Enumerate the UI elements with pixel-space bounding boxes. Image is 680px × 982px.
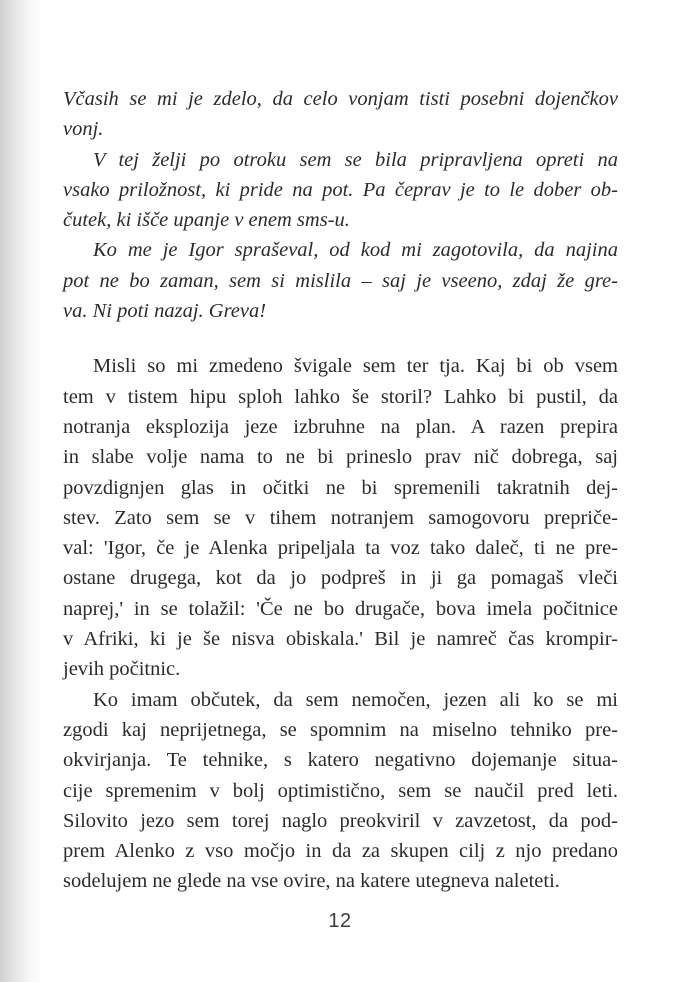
- text-line: va. Ni poti nazaj. Greva!: [63, 300, 267, 323]
- body-paragraphs: [63, 351, 618, 896]
- text-line: prem Alenko z vso močjo in da za skupen cilj z njo predano: [63, 840, 618, 863]
- text-line: čutek, ki išče upanje v enem sms-u.: [63, 209, 350, 232]
- page-gutter-shadow: [0, 0, 42, 982]
- text-line: sodelujem ne glede na vse ovire, na katere utegneva naleteti.: [63, 870, 560, 893]
- text-line: cije spremenim v bolj optimistično, sem se naučil pred leti.: [63, 779, 618, 802]
- text-line: ostane drugega, kot da jo podpreš in ji ga pomagaš vleči: [63, 567, 618, 590]
- text-line: Silovito jezo sem torej naglo preokviril v zavzetost, da pod-: [63, 809, 618, 832]
- text-line: V tej želji po otroku sem se bila pripravljena opreti na: [93, 148, 618, 171]
- text-line: Ko imam občutek, da sem nemočen, jezen ali ko se mi: [93, 688, 618, 711]
- text-line: val: 'Igor, če je Alenka pripeljala ta voz tako daleč, ti ne pre-: [63, 537, 618, 560]
- text-line: zgodi kaj neprijetnega, se spomnim na miselno tehniko pre-: [63, 718, 618, 741]
- section-gap: [63, 326, 618, 351]
- text-line: Misli so mi zmedeno švigale sem ter tja. Kaj bi ob vsem: [93, 355, 618, 378]
- text-line: pot ne bo zaman, sem si mislila – saj je vseeno, zdaj že gre-: [63, 269, 618, 292]
- text-line: okvirjanja. Te tehnike, s katero negativno dojemanje situa-: [63, 749, 618, 772]
- intro-italic-paragraphs: [63, 84, 618, 326]
- text-line: Včasih se mi je zdelo, da celo vonjam tisti posebni dojenčkov: [63, 88, 618, 110]
- text-line: Ko me je Igor spraševal, od kod mi zagotovila, da najina: [93, 239, 618, 262]
- text-line: povzdignjen glas in očitki ne bi spremenili takratnih dej-: [63, 476, 618, 499]
- text-line: in slabe volje nama to ne bi prineslo prav nič dobrega, saj: [63, 446, 618, 469]
- text-line: v Afriki, ki je še nisva obiskala.' Bil je namreč čas krompir-: [63, 628, 618, 651]
- text-line: jevih počitnic.: [63, 658, 181, 681]
- text-line: notranja eksplozija jeze izbruhne na plan. A razen prepira: [63, 415, 618, 438]
- page-number: 12: [328, 910, 352, 932]
- text-line: vsako priložnost, ki pride na pot. Pa čeprav je to le dober ob-: [63, 178, 618, 201]
- text-line: naprej,' in se tolažil: 'Če ne bo drugače, bova imela počitnice: [63, 597, 618, 620]
- page-text-block: [63, 84, 618, 897]
- text-line: vonj.: [63, 118, 104, 141]
- text-line: tem v tistem hipu sploh lahko še storil? Lahko bi pustil, da: [63, 385, 618, 408]
- text-line: stev. Zato sem se v tihem notranjem samogovoru prepriče-: [63, 506, 618, 529]
